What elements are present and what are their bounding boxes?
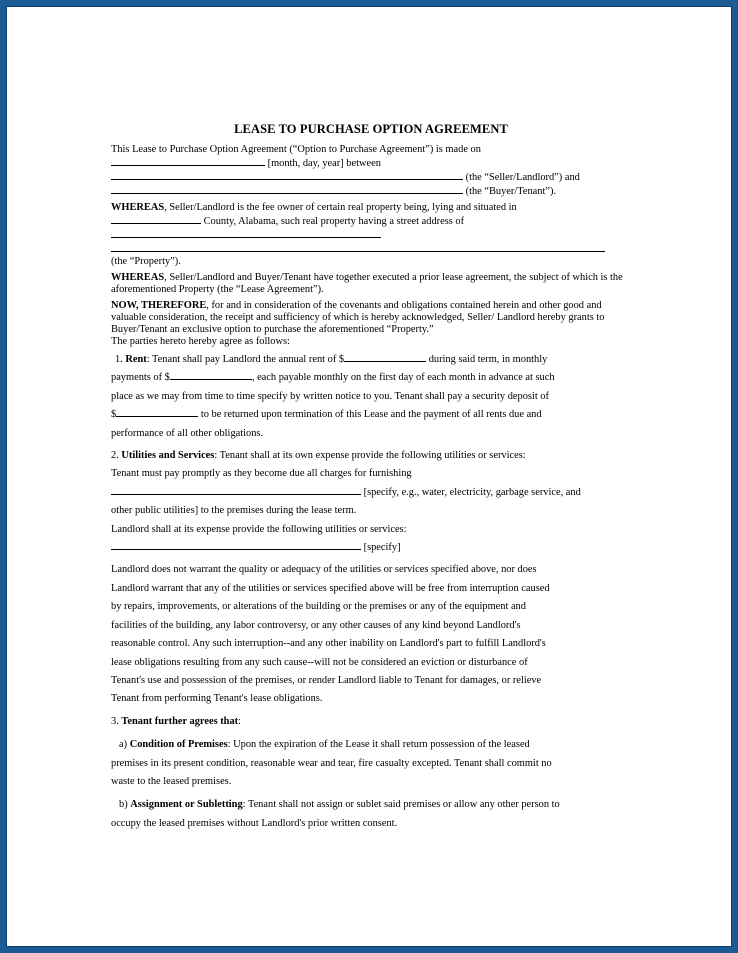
document-page (6, 6, 732, 947)
landlord-utilities-blank (111, 540, 361, 550)
annual-rent-blank (344, 352, 426, 362)
warranty-line: lease obligations resulting from any such cause--will not be considered an eviction or disturbance of (111, 656, 528, 668)
condition-of-premises-clause: a) Condition of Premises: Upon the expiration of the Lease it shall return possession of the leased premises in its present condition, reasonable wear and tear, fire casualty excepted. Tenant shall commit no waste to the leased premises. (111, 739, 552, 787)
utilities-section: 2. Utilities and Services: Tenant shall at its own expense provide the following utilities or services: Tenant must pay promptly as they become due all charges for furnishing [specify, e.g., water, electricity, garbage service, and other public utilities] to the premises during the lease term. Landlord shall at its expense provide the following utilities or services: [specify] (111, 450, 581, 554)
warranty-line: Landlord does not warrant the quality or adequacy of the utilities or services specified above, nor does (111, 564, 537, 576)
whereas-lease-paragraph: WHEREAS, Seller/Landlord and Buyer/Tenant have together executed a prior lease agreement, the subject of which is the aforementioned Property (the “Lease Agreement”). (111, 272, 623, 295)
whereas-owner-paragraph: WHEREAS, Seller/Landlord is the fee owner of certain real property being, lying and situated in County, Alabama, such real property having a street address of (the “Property”). (111, 202, 631, 268)
warranty-paragraph (111, 561, 631, 708)
warranty-line: Tenant's use and possession of the premises, or render Landlord liable to Tenant for damages, or relieve (111, 674, 542, 686)
buyer-blank (111, 184, 463, 194)
tenant-utilities-blank (111, 485, 361, 495)
document-body (111, 123, 631, 833)
warranty-line: Tenant from performing Tenant's lease obligations. (111, 693, 323, 705)
warranty-line: Landlord warrant that any of the utilities or services specified above will be free from interruption caused (111, 582, 550, 594)
warranty-line: reasonable control. Any such interruption--and any other inability on Landlord's part to fulfill Landlord's (111, 638, 546, 650)
county-blank (111, 214, 201, 224)
tenant-agrees-section: 3. Tenant further agrees that: (111, 715, 241, 727)
deposit-blank (116, 407, 198, 417)
intro-paragraph: This Lease to Purchase Option Agreement (“Option to Purchase Agreement”) is made on [month, day, year] between (the “Seller/Landlord”) and (the “Buyer/Tenant”). (111, 144, 580, 197)
date-blank (111, 156, 265, 166)
assignment-clause: b) Assignment or Subletting: Tenant shall not assign or sublet said premises or allow any other person to occupy the leased premises without Landlord's prior written consent. (111, 799, 560, 829)
rent-section: 1. Rent: Tenant shall pay Landlord the annual rent of $ during said term, in monthly payments of $ , each payable monthly on the first day of each month in advance at such place as we may from time to time specify by written notice to you. Tenant shall pay a security deposit of $ to be returned upon termination of this Lease and the payment of all rents due and performance of all other obligations. (111, 354, 555, 439)
warranty-line: by repairs, improvements, or alterations of the building or the premises or any of the equipment and (111, 601, 526, 613)
now-therefore-paragraph: NOW, THEREFORE, for and in consideration of the covenants and obligations contained herein and other good and valuable consideration, the receipt and sufficiency of which is hereby acknowledged, Seller/ Landlord hereby grants to Buyer/Tenant an exclusive option to purchase the aforementioned “Property.” The parties hereto hereby agree as follows: (111, 300, 605, 347)
warranty-line: facilities of the building, any labor controversy, or any other causes of any kind beyond Landlord's (111, 619, 521, 631)
monthly-payment-blank (170, 370, 252, 380)
address-blank-2 (111, 242, 605, 252)
document-title: LEASE TO PURCHASE OPTION AGREEMENT (234, 122, 508, 136)
seller-blank (111, 170, 463, 180)
address-blank-1 (111, 228, 381, 238)
